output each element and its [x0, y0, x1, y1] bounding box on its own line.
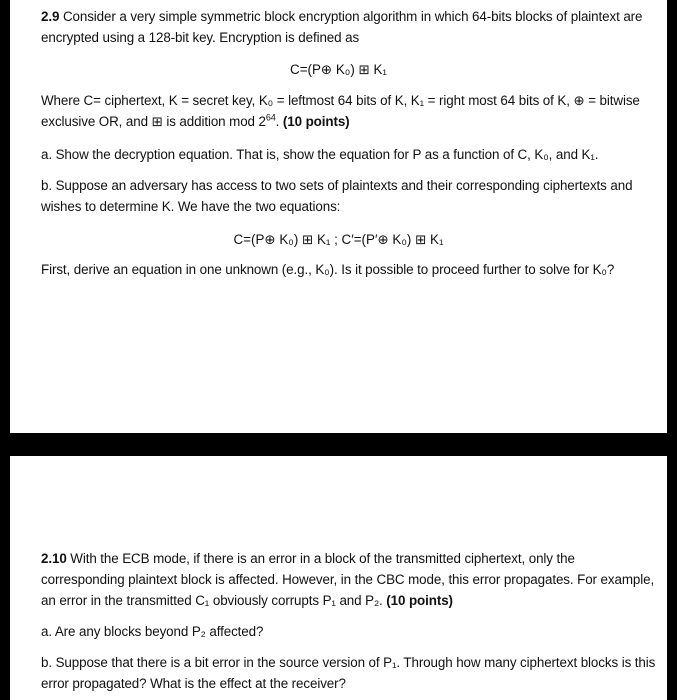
follow-up-question: First, derive an equation in one unknown (e.g., K₀). Is it possible to proceed further to solve for K₀? — [41, 262, 615, 277]
points-label: (10 points) — [386, 593, 453, 608]
problem-number: 2.10 — [41, 551, 67, 566]
encryption-equation: C=(P⊕ K₀) ⊞ K₁ — [290, 62, 387, 77]
problem-intro-text: Consider a very simple symmetric block encryption algorithm in which 64-bits blocks of plaintext are encrypted using a 128-bit key. Encryption is defined as — [41, 9, 643, 45]
problem-2-9-panel — [10, 0, 667, 433]
modulus-exponent: 64 — [265, 112, 276, 123]
part-a-question: a. Are any blocks beyond P₂ affected? — [41, 624, 264, 639]
part-b-question: b. Suppose that there is a bit error in the source version of P₁. Through how many ciphertext blocks is this error propagated? What is the effect at the receiver? — [41, 655, 656, 691]
definitions-text: Where C= ciphertext, K = secret key, K₀ = leftmost 64 bits of K, K₁ = right most 64 bits of K, ⊕ = bitwise exclusive OR, and ⊞ is addition mod 2 — [41, 93, 640, 129]
two-equations: C=(P⊕ K₀) ⊞ K₁ ; C′=(P′⊕ K₀) ⊞ K₁ — [233, 232, 444, 247]
part-a-question: a. Show the decryption equation. That is, show the equation for P as a function of C, K₀, and K₁. — [41, 147, 599, 162]
definitions-paragraph — [41, 90, 666, 132]
part-b-question: b. Suppose an adversary has access to two sets of plaintexts and their corresponding ciphertexts and wishes to determine K. We have the two equations: — [41, 178, 633, 214]
problem-2-10-intro — [41, 548, 661, 611]
problem-2-10-panel — [10, 456, 667, 700]
points-label: (10 points) — [282, 114, 350, 129]
definitions-end: . — [275, 114, 283, 129]
problem-2-9-intro — [41, 6, 661, 48]
problem-number: 2.9 — [41, 9, 60, 24]
problem-intro-text: With the ECB mode, if there is an error in a block of the transmitted ciphertext, only the corresponding plaintext block is affected. However, in the CBC mode, this error propagates. For example, an error in the transmitted C₁ obviously corrupts P₁ and P₂. — [41, 551, 655, 608]
